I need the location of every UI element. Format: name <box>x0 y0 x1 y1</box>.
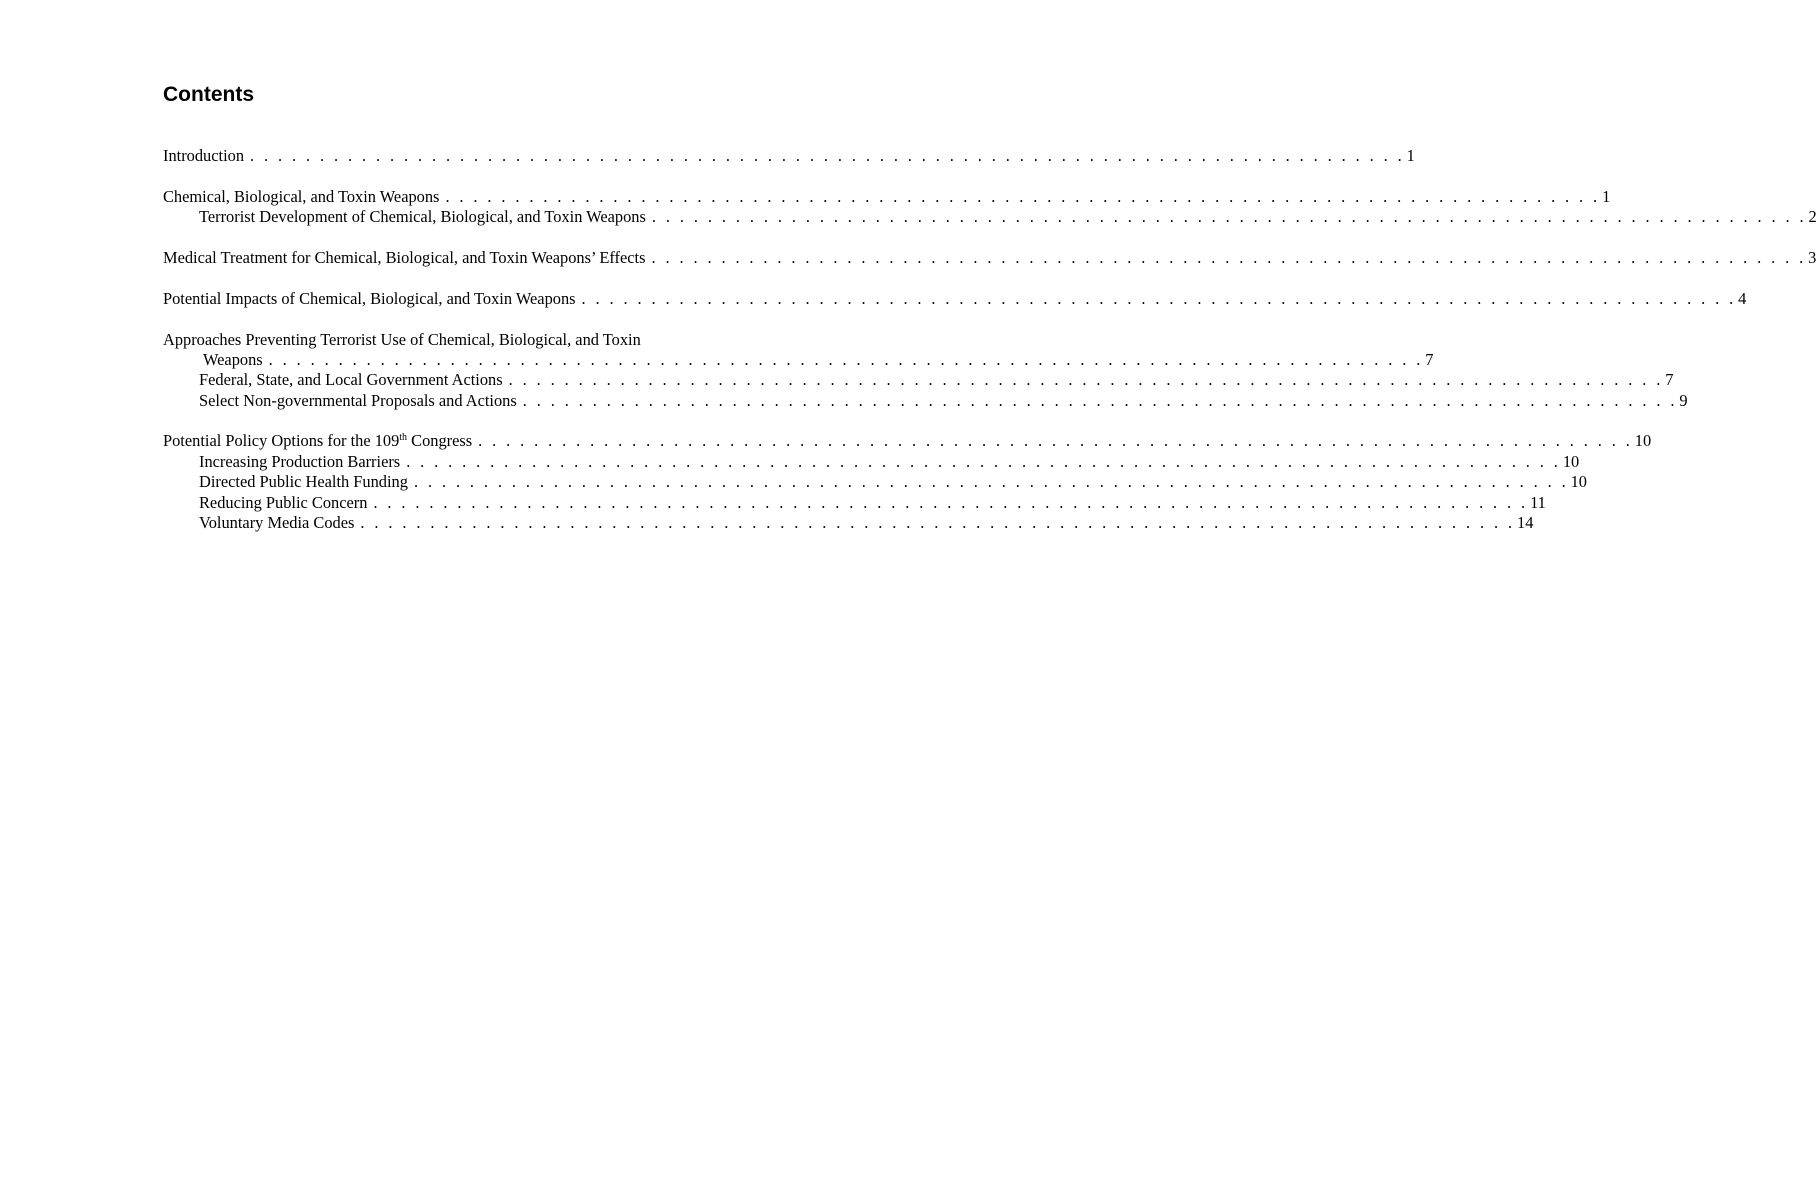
dot-leader: . . . . . . . . . . . . . . . . . . . . . . . . . . . . . . . . . . . . . . . . . . . . . . . . . . . . . . . . . . . . . . . . . . . . . . . . . . . . . . . . . . . <box>413 472 1569 492</box>
toc-entry-production-barriers[interactable] <box>163 451 1580 472</box>
toc-entry-title <box>163 431 478 451</box>
dot-leader: . . . . . . . . . . . . . . . . . . . . . . . . . . . . . . . . . . . . . . . . . . . . . . . . . . . . . . . . . . . . . . . . . . . . . . . . . . . . . . . . . . . <box>522 390 1678 410</box>
dot-leader: . . . . . . . . . . . . . . . . . . . . . . . . . . . . . . . . . . . . . . . . . . . . . . . . . . . . . . . . . . . . . . . . . . . . . . . . . . . . . . . . . . . <box>478 431 1633 451</box>
toc-entry-title: Weapons <box>203 349 263 369</box>
toc-group-weapons <box>163 186 1817 228</box>
toc-group-policy-options <box>163 431 1652 533</box>
toc-entry-title: Chemical, Biological, and Toxin Weapons <box>163 186 440 206</box>
dot-leader: . . . . . . . . . . . . . . . . . . . . . . . . . . . . . . . . . . . . . . . . . . . . . . . . . . . . . . . . . . . . . . . . . . . . . . . . . . . . . . . . . . . <box>250 146 1405 165</box>
toc-entry-weapons[interactable] <box>163 186 1611 207</box>
toc-group-introduction <box>163 146 1415 166</box>
toc-entry-title: Potential Impacts of Chemical, Biological, and Toxin Weapons <box>163 288 576 308</box>
toc-page-number: 10 <box>1570 472 1587 492</box>
dot-leader: . . . . . . . . . . . . . . . . . . . . . . . . . . . . . . . . . . . . . . . . . . . . . . . . . . . . . . . . . . . . . . . . . . . . . . . . . . . . . . . . . . . <box>508 370 1664 390</box>
title-text: Congress <box>407 431 473 451</box>
toc-entry-public-concern[interactable] <box>163 492 1546 513</box>
toc-entry-medical-treatment[interactable] <box>163 247 1817 268</box>
toc-entry-media-codes[interactable] <box>163 513 1534 533</box>
toc-page-number: 7 <box>1665 370 1674 390</box>
toc-page-number: 10 <box>1562 451 1580 471</box>
table-of-contents <box>163 146 1817 554</box>
toc-entry-title: Introduction <box>163 146 245 165</box>
toc-entry-title: Medical Treatment for Chemical, Biological, and Toxin Weapons’ Effects <box>163 247 646 267</box>
toc-entry-title: Increasing Production Barriers <box>199 451 401 471</box>
toc-entry-title: Terrorist Development of Chemical, Biological, and Toxin Weapons <box>199 207 646 227</box>
toc-entry-policy-options[interactable] <box>163 431 1652 451</box>
toc-entry-approaches-line1[interactable]: Approaches Preventing Terrorist Use of Chemical, Biological, and Toxin <box>163 329 641 349</box>
toc-page-number: 11 <box>1530 492 1546 512</box>
toc-entry-title: Directed Public Health Funding <box>199 472 408 492</box>
toc-entry-non-governmental[interactable] <box>163 390 1688 411</box>
dot-leader: . . . . . . . . . . . . . . . . . . . . . . . . . . . . . . . . . . . . . . . . . . . . . . . . . . . . . . . . . . . . . . . . . . . . . . . . . . . . . . . . . . . <box>581 288 1737 308</box>
toc-page-number: 3 <box>1808 247 1817 267</box>
toc-entry-public-health-funding[interactable] <box>163 472 1587 492</box>
toc-entry-terrorist-development[interactable] <box>163 207 1817 227</box>
toc-entry-government-actions[interactable] <box>163 370 1674 390</box>
toc-entry-title: Federal, State, and Local Government Actions <box>199 370 503 390</box>
toc-group-medical-treatment <box>163 247 1817 268</box>
dot-leader: . . . . . . . . . . . . . . . . . . . . . . . . . . . . . . . . . . . . . . . . . . . . . . . . . . . . . . . . . . . . . . . . . . . . . . . . . . . . . . . . . . . <box>445 186 1601 206</box>
toc-entry-title: Voluntary Media Codes <box>199 513 355 533</box>
toc-page-number: 14 <box>1517 513 1534 533</box>
dot-leader: . . . . . . . . . . . . . . . . . . . . . . . . . . . . . . . . . . . . . . . . . . . . . . . . . . . . . . . . . . . . . . . . . . . . . . . . . . . . . . . . . . . <box>360 513 1516 533</box>
dot-leader: . . . . . . . . . . . . . . . . . . . . . . . . . . . . . . . . . . . . . . . . . . . . . . . . . . . . . . . . . . . . . . . . . . . . . . . . . . . . . . . . . . . <box>268 349 1424 369</box>
dot-leader: . . . . . . . . . . . . . . . . . . . . . . . . . . . . . . . . . . . . . . . . . . . . . . . . . . . . . . . . . . . . . . . . . . . . . . . . . . . . . . . . . . . <box>651 207 1807 227</box>
toc-group-potential-impacts <box>163 288 1747 309</box>
dot-leader: . . . . . . . . . . . . . . . . . . . . . . . . . . . . . . . . . . . . . . . . . . . . . . . . . . . . . . . . . . . . . . . . . . . . . . . . . . . . . . . . . . . <box>373 492 1529 512</box>
toc-page-number: 1 <box>1406 146 1415 165</box>
toc-page-number: 2 <box>1808 207 1817 227</box>
toc-group-approaches <box>163 329 1688 412</box>
title-text: Potential Policy Options for the 109 <box>163 431 400 451</box>
page-title: Contents <box>163 83 254 106</box>
toc-entry-approaches-line2[interactable] <box>163 349 1434 370</box>
toc-entry-potential-impacts[interactable] <box>163 288 1747 309</box>
toc-entry-title: Reducing Public Concern <box>199 492 368 512</box>
toc-entry-title: Select Non-governmental Proposals and Actions <box>199 390 517 410</box>
toc-page-number: 7 <box>1425 349 1434 369</box>
toc-entry-introduction[interactable] <box>163 146 1415 166</box>
toc-page-number: 9 <box>1679 390 1688 410</box>
toc-page-number: 4 <box>1738 288 1747 308</box>
toc-page-number: 1 <box>1602 186 1611 206</box>
dot-leader: . . . . . . . . . . . . . . . . . . . . . . . . . . . . . . . . . . . . . . . . . . . . . . . . . . . . . . . . . . . . . . . . . . . . . . . . . . . . . . . . . . . <box>406 451 1561 471</box>
toc-page-number: 10 <box>1634 431 1652 451</box>
ordinal-suffix: th <box>399 432 408 444</box>
dot-leader: . . . . . . . . . . . . . . . . . . . . . . . . . . . . . . . . . . . . . . . . . . . . . . . . . . . . . . . . . . . . . . . . . . . . . . . . . . . . . . . . . . . <box>651 247 1807 267</box>
